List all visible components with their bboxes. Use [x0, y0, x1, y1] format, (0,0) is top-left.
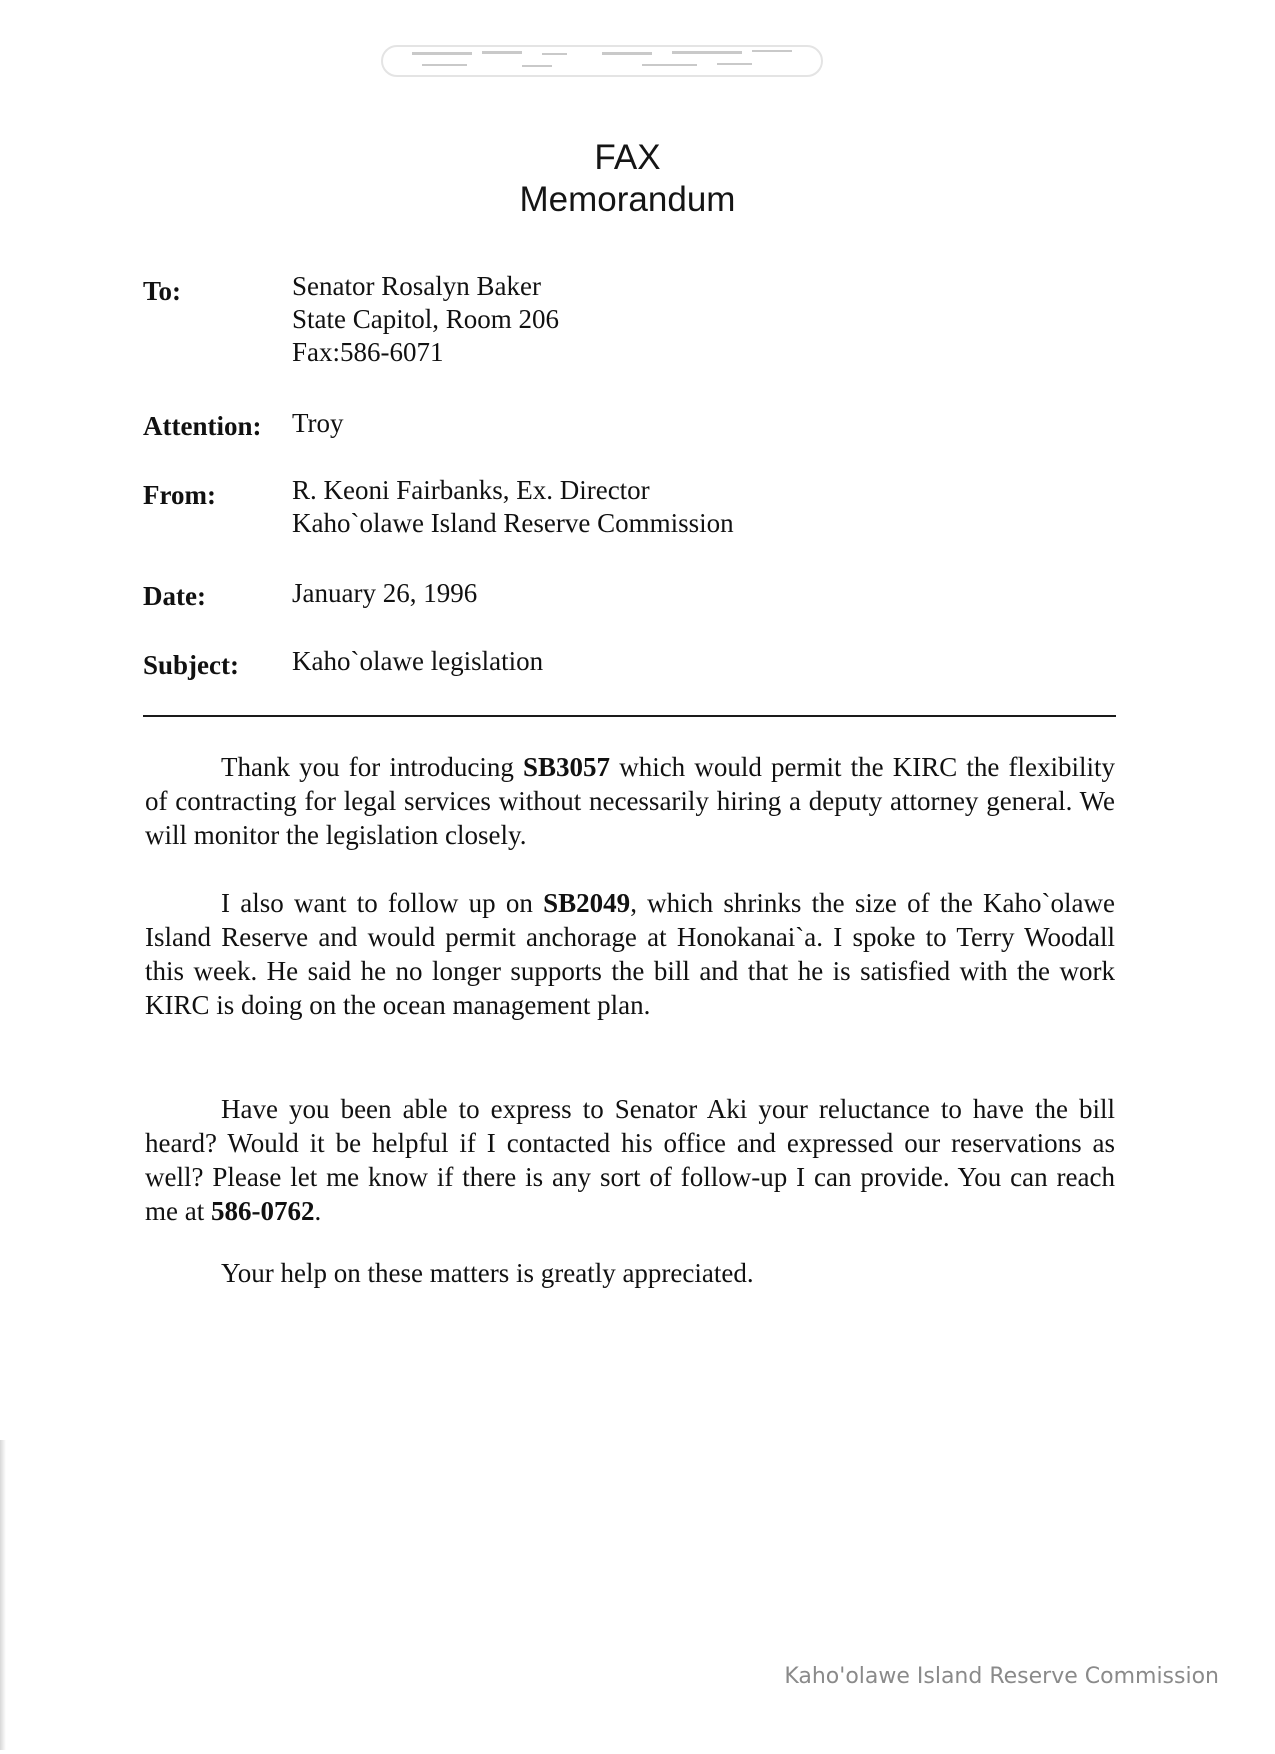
- attention-label: Attention:: [143, 411, 262, 441]
- from-line-name: R. Keoni Fairbanks, Ex. Director: [292, 475, 650, 505]
- paragraph-2: I also want to follow up on SB2049, which shrinks the size of the Kaho`olawe Island Reserve and would permit anchorage at Honokanai`a. I spoke to Terry Woodall this week. He said he no longer supports the bill and that he is satisfied with the work KIRC is doing on the ocean management plan.: [145, 888, 1115, 1020]
- date-value: January 26, 1996: [292, 578, 478, 608]
- paragraph-3: Have you been able to express to Senator Aki your reluctance to have the bill heard? Would it be helpful if I contacted his office and expressed our reservations as well? Please let me know if there is any sort of follow-up I can provide. You can reach me at 586-0762.: [145, 1094, 1115, 1226]
- to-line-address: State Capitol, Room 206: [292, 304, 559, 334]
- document-title: FAX: [594, 138, 661, 177]
- from-value: [292, 474, 734, 540]
- to-line-fax: Fax:586-6071: [292, 337, 444, 367]
- document-subtitle: Memorandum: [519, 180, 736, 219]
- from-line-org: Kaho`olawe Island Reserve Commission: [292, 508, 734, 538]
- subject-value: Kaho`olawe legislation: [292, 646, 544, 676]
- to-line-name: Senator Rosalyn Baker: [292, 271, 541, 301]
- paragraph-4: Your help on these matters is greatly appreciated.: [221, 1258, 754, 1288]
- contact-phone: 586-0762: [210, 1196, 315, 1226]
- attention-value: Troy: [292, 408, 344, 438]
- paragraph-1: Thank you for introducing SB3057 which would permit the KIRC the flexibility of contracting for legal services without necessarily hiring a deputy attorney general. We will monitor the legislation closely.: [145, 752, 1115, 850]
- fax-header-smudge: [372, 38, 852, 88]
- to-label: To:: [143, 276, 182, 306]
- bill-number-sb2049: SB2049: [543, 888, 631, 918]
- bill-number-sb3057: SB3057: [523, 752, 611, 782]
- from-label: From:: [143, 480, 216, 510]
- date-label: Date:: [143, 581, 206, 611]
- archive-watermark: Kaho'olawe Island Reserve Commission: [784, 1664, 1219, 1689]
- subject-label: Subject:: [143, 650, 239, 680]
- header-divider: [143, 715, 1116, 717]
- scan-edge-shadow: [0, 1440, 6, 1750]
- to-value: [292, 270, 559, 369]
